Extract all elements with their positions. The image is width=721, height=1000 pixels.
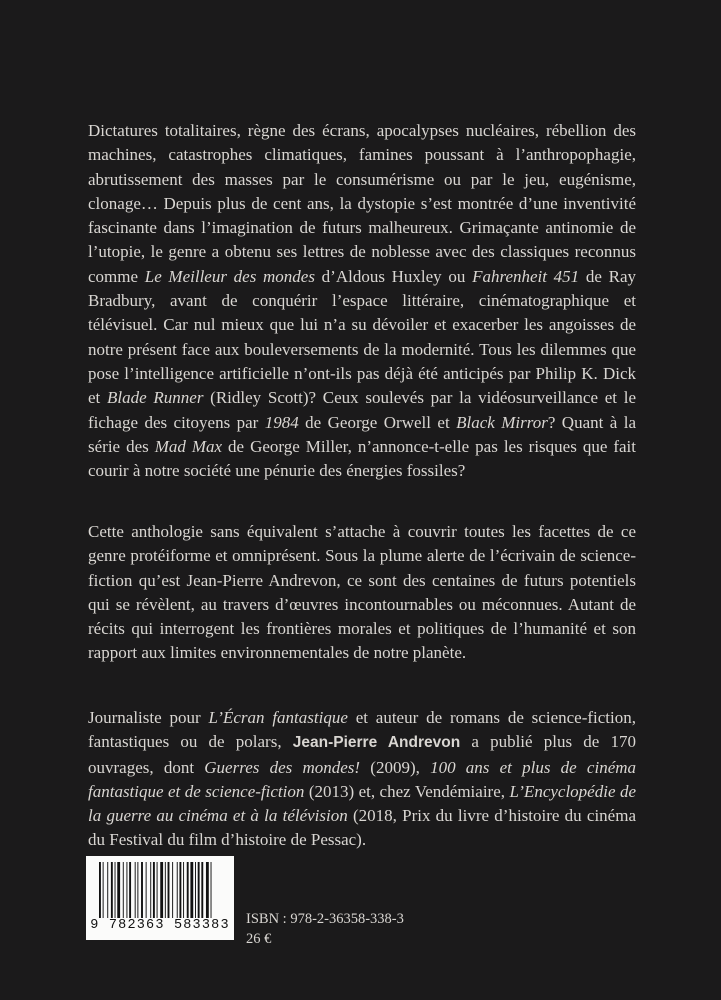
summary-paragraph-1-text (88, 119, 636, 483)
barcode-bar (201, 862, 203, 918)
italic-title: L’Écran fantastique (208, 708, 348, 727)
isbn-number: ISBN : 978-2-36358-338-3 (246, 911, 404, 927)
barcode-bar (172, 862, 173, 918)
barcode-bar (157, 862, 158, 918)
text-run: (2009), (360, 757, 431, 777)
italic-title: Fahrenheit 451 (472, 266, 580, 286)
text-run: (2013) et, chez Vendémiaire, (304, 781, 510, 801)
text-run: (2018, Prix du livre d’histoire du cinéma du Festival du film d’histoire de Pessac). (88, 806, 636, 850)
barcode-bar (211, 862, 212, 918)
barcode-bar (206, 862, 209, 918)
barcode-bar (117, 862, 120, 918)
barcode (86, 856, 234, 940)
barcode-bar (150, 862, 151, 918)
barcode-bar (137, 862, 138, 918)
barcode-bar (129, 862, 131, 918)
text-run: de George Orwell et (298, 412, 457, 432)
text-run: de Ray Bradbury, avant de conquérir l’espace littéraire, cinématographique et télévisuel. Car nul mieux que lui n’a su dévoiler et exacerber les angoisses de notre présent face aux bouleversements de la modernité. Tous les dilemmes que pose l’intelligence artificielle n’ont-ils pas déjà été anticipés par Philip K. Dick et (88, 266, 637, 408)
author-name: Jean-Pierre Andrevon (292, 734, 461, 752)
text-run: (Ridley Scott)? Ceux soulevés par la vidéosurveillance et le fichage des citoyens par (88, 388, 636, 432)
barcode-bar (168, 862, 170, 918)
price: 26 € (246, 931, 272, 947)
italic-title: Black Mirror (456, 412, 548, 432)
barcode-bar (99, 862, 101, 918)
barcode-bar (160, 862, 163, 918)
barcode-bar (165, 862, 166, 918)
barcode-bar (107, 862, 108, 918)
barcode-bar (141, 862, 143, 918)
barcode-bar (146, 862, 147, 918)
summary-paragraph-1 (88, 119, 636, 483)
barcode-bar (126, 862, 127, 918)
barcode-bar (153, 862, 155, 918)
text-run: et auteur de romans de science-fiction, fantastiques ou de polars, (88, 708, 636, 752)
barcode-bar (183, 862, 184, 918)
isbn-block (246, 909, 404, 949)
text-run: Journaliste pour (88, 708, 209, 727)
author-bio (88, 706, 636, 853)
summary-paragraph-2 (88, 520, 636, 666)
barcode-bar (177, 862, 178, 918)
barcode-bar (103, 862, 104, 918)
text-run: de George Miller, n’annonce-t-elle pas les risques que fait courir à notre société une pénurie des énergies fossiles? (88, 436, 636, 481)
barcode-bar (135, 862, 136, 918)
text-run: a publié plus de 170 ouvrages, dont (88, 732, 636, 777)
barcode-bar (111, 862, 113, 918)
text-run: d’Aldous Huxley ou (314, 266, 473, 286)
barcode-bar (123, 862, 124, 918)
barcode-bar (190, 862, 193, 918)
barcode-bar (187, 862, 189, 918)
italic-title: Le Meilleur des mondes (144, 266, 315, 286)
summary-paragraph-2-text (88, 520, 636, 666)
barcode-bar (195, 862, 196, 918)
barcode-bars (86, 856, 234, 920)
text-run: Cette anthologie sans équivalent s’attache à couvrir toutes les facettes de ce genre protéiforme et omniprésent. Sous la plume alerte de l’écrivain de science-fiction qu’est Jean-Pierre Andrevon, ce sont des centaines de futurs potentiels qui se révèlent, au travers d’œuvres incontournables ou méconnues. Autant de récits qui interrogent les frontières morales et politiques de l’humanité et son rapport aux limites environnementales de notre planète. (88, 522, 636, 663)
italic-title: L’Encyclopédie de la guerre au cinéma et à la télévision (88, 781, 636, 826)
text-run: Dictatures totalitaires, règne des écrans, apocalypses nucléaires, rébellion des machines, catastrophes climatiques, famines poussant à l’anthropophagie, abrutissement des masses par le consumérisme ou par le jeu, eugénisme, clonage… Depuis plus de cent ans, la dystopie s’est montrée d’une inventivité fascinante dans l’imagination de futurs malheureux. Grimaçante antinomie de l’utopie, le genre a obtenu ses lettres de noblesse avec des classiques reconnus comme (88, 121, 636, 286)
italic-title: Blade Runner (107, 388, 204, 408)
barcode-bar (179, 862, 181, 918)
barcode-bar (198, 862, 200, 918)
text-run: ? Quant à la série des (88, 412, 636, 456)
barcode-bar (115, 862, 116, 918)
italic-title: 1984 (264, 412, 299, 432)
barcode-digits: 9 782363 583383 (86, 918, 234, 938)
italic-title: Mad Max (154, 436, 223, 456)
author-bio-text (88, 706, 636, 853)
italic-title: 100 ans et plus de cinéma fantastique et de science-fiction (88, 757, 637, 801)
italic-title: Guerres des mondes! (204, 757, 361, 777)
